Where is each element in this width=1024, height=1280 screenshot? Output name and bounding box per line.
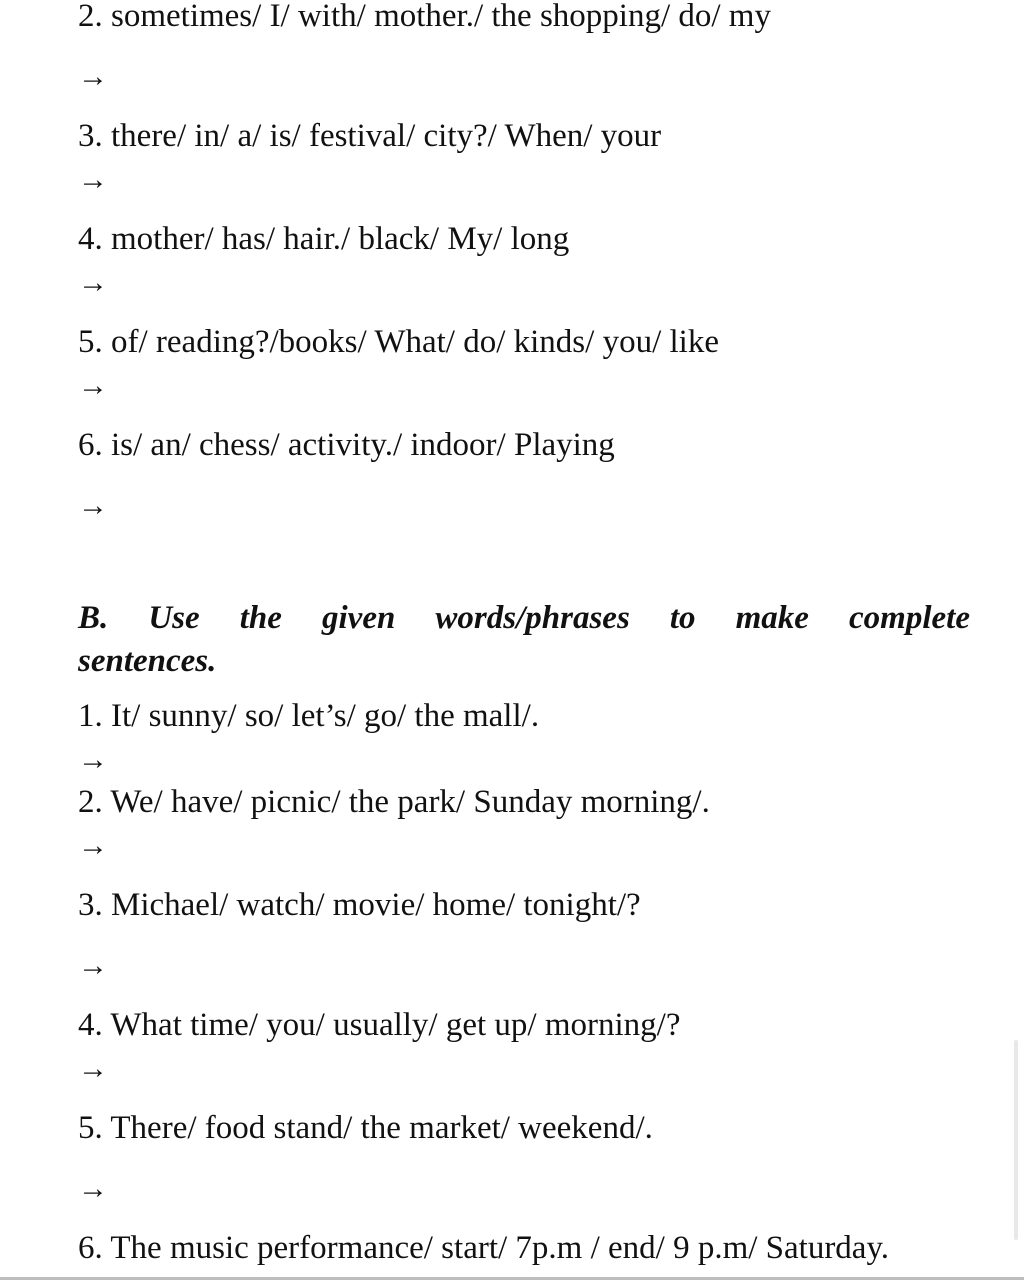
heading-word: complete — [849, 600, 970, 636]
exercise-b-item-3: 3. Michael/ watch/ movie/ home/ tonight/? — [78, 887, 641, 923]
heading-word: make — [735, 600, 809, 636]
exercise-b-item-1: 1. It/ sunny/ so/ let’s/ go/ the mall/. — [78, 698, 540, 734]
exercise-a-item-5: 5. of/ reading?/books/ What/ do/ kinds/ you/ like — [78, 324, 719, 360]
exercise-a-item-4: 4. mother/ has/ hair./ black/ My/ long — [78, 221, 570, 257]
scrollbar[interactable] — [1014, 1040, 1018, 1240]
exercise-a-item-6: 6. is/ an/ chess/ activity./ indoor/ Playing — [78, 427, 615, 463]
exercise-b-item-4: 4. What time/ you/ usually/ get up/ morning/? — [78, 1007, 681, 1043]
exercise-a-item-2: 2. sometimes/ I/ with/ mother./ the shopping/ do/ my — [78, 0, 771, 34]
heading-word: to — [669, 600, 696, 636]
exercise-b-item-2: 2. We/ have/ picnic/ the park/ Sunday morning/. — [78, 784, 710, 820]
answer-arrow: → — [78, 743, 108, 776]
section-b-heading — [78, 597, 970, 683]
section-b-heading-line-2: sentences. — [78, 643, 217, 679]
answer-arrow: → — [78, 489, 108, 522]
exercise-a-item-3: 3. there/ in/ a/ is/ festival/ city?/ When/ your — [78, 118, 662, 154]
heading-word: B. — [78, 600, 109, 636]
answer-arrow: → — [78, 949, 108, 982]
heading-word: Use — [148, 600, 200, 636]
section-b-heading-line-1 — [78, 597, 970, 640]
answer-arrow: → — [78, 1052, 108, 1085]
heading-word: words/phrases — [435, 600, 630, 636]
exercise-b-item-6: 6. The music performance/ start/ 7p.m / end/ 9 p.m/ Saturday. — [78, 1230, 890, 1266]
answer-arrow: → — [78, 60, 108, 93]
heading-word: the — [239, 600, 282, 636]
exercise-b-item-5: 5. There/ food stand/ the market/ weekend/. — [78, 1110, 653, 1146]
answer-arrow: → — [78, 369, 108, 402]
answer-arrow: → — [78, 163, 108, 196]
answer-arrow: → — [78, 829, 108, 862]
heading-word: given — [322, 600, 396, 636]
answer-arrow: → — [78, 266, 108, 299]
answer-arrow: → — [78, 1172, 108, 1205]
